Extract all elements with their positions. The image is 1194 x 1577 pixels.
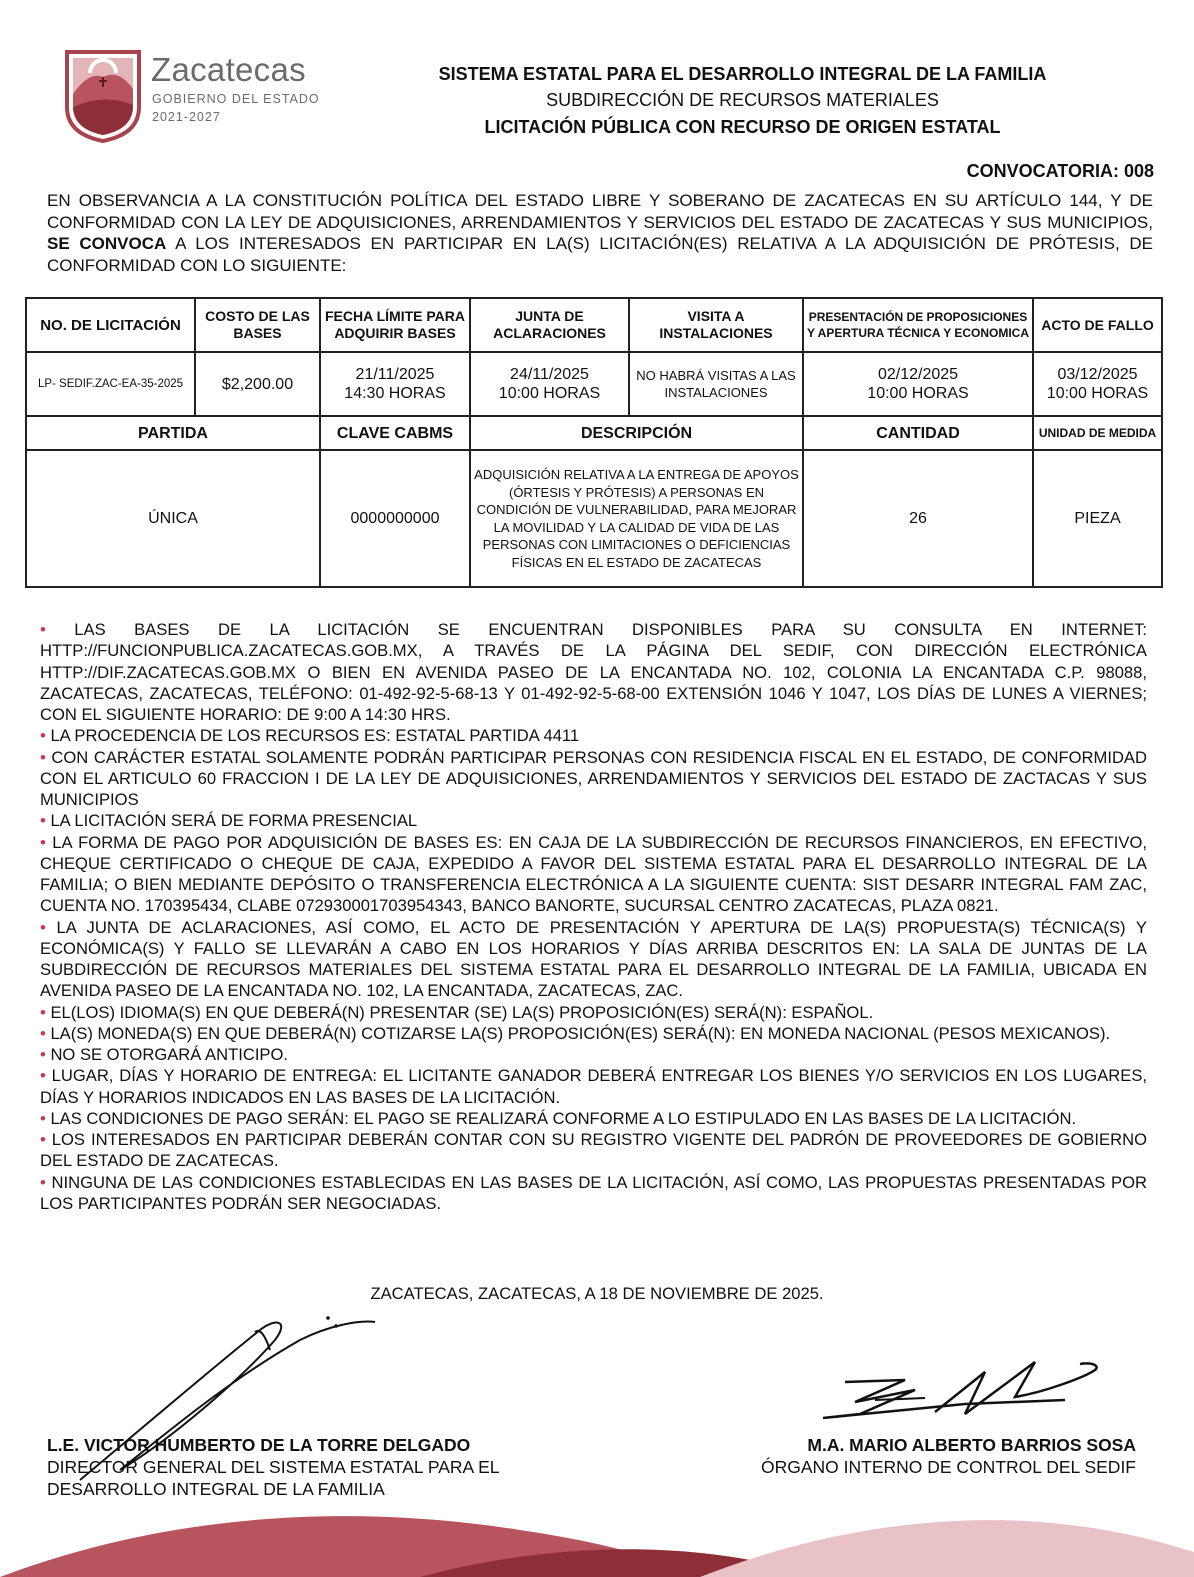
list-item — [40, 1172, 1147, 1215]
tender-table — [25, 297, 1163, 588]
bullet-icon: • — [40, 1002, 46, 1022]
bullet-icon: • — [40, 620, 46, 639]
list-item — [40, 1065, 1147, 1108]
cell-descripcion: ADQUISICIÓN RELATIVA A LA ENTREGA DE APOYOS (ÓRTESIS Y PRÓTESIS) A PERSONAS EN CONDICIÓN DE VULNERABILIDAD, PARA MEJORAR LA MOVILIDAD Y LA CALIDAD DE VIDA DE LAS PERSONAS CON LIMITACIONES O DEFICIENCIAS FÍSICAS EN EL ESTADO DE ZACATECAS — [474, 467, 799, 570]
bullet-icon: • — [40, 1172, 46, 1192]
list-item — [40, 917, 1147, 1002]
cell-visita: NO HABRÁ VISITAS A LAS INSTALACIONES — [629, 352, 803, 416]
intro-paragraph — [47, 190, 1153, 276]
table-row — [26, 450, 1162, 587]
intro-text-after: A LOS INTERESADOS EN PARTICIPAR EN LA(S) LICITACIÓN(ES) RELATIVA A LA ADQUISICIÓN DE PRÓTESIS, DE CONFORMIDAD CON LO SIGUIENTE: — [47, 234, 1154, 275]
bullet-icon: • — [40, 1108, 46, 1128]
signature-right-icon — [815, 1352, 1105, 1432]
cell-costo: $2,200.00 — [195, 352, 320, 416]
signature-block-control — [761, 1434, 1136, 1478]
place-date: ZACATECAS, ZACATECAS, A 18 DE NOVIEMBRE DE 2025. — [370, 1284, 824, 1303]
cell-cantidad: 26 — [803, 450, 1033, 587]
list-item — [40, 1023, 1147, 1044]
cell-fecha-date: 21/11/2025 — [355, 366, 435, 383]
bullet-icon: • — [40, 1130, 46, 1149]
cell-fallo — [1033, 352, 1162, 416]
signatory-title-line2: DESARROLLO INTEGRAL DE LA FAMILIA — [47, 1479, 385, 1499]
convocatoria-number: CONVOCATORIA: 008 — [966, 161, 1154, 181]
table-header-row-2 — [26, 416, 1162, 450]
list-item-text: LOS INTERESADOS EN PARTICIPAR DEBERÁN CONTAR CON SU REGISTRO VIGENTE DEL PADRÓN DE PROVEEDORES DE GOBIERNO DEL ESTADO DE ZACATECAS. — [40, 1130, 1147, 1171]
col-header-fecha: FECHA LÍMITE PARA ADQUIRIR BASES — [320, 298, 470, 352]
list-item — [40, 1002, 1147, 1023]
list-item — [40, 1108, 1147, 1129]
logo-years: 2021-2027 — [152, 110, 221, 124]
list-item-text: LA JUNTA DE ACLARACIONES, ASÍ COMO, EL ACTO DE PRESENTACIÓN Y APERTURA DE LA(S) PROPUESTA(S) TÉCNICA(S) Y ECONÓMICA(S) Y FALLO SE LLEVARÁN A CABO EN LOS HORARIOS Y DÍAS ARRIBA DESCRITOS EN: LA SALA DE JUNTAS DE LA SUBDIRECCIÓN DE RECURSOS MATERIALES DEL SISTEMA ESTATAL PARA EL DESARROLLO INTEGRAL DE LA FAMILIA, UBICADA EN AVENIDA PASEO DE LA ENCANTADA NO. 102, LA ENCANTADA, ZACATECAS, ZAC. — [40, 917, 1147, 1001]
list-item-text: EL(LOS) IDIOMA(S) EN QUE DEBERÁ(N) PRESENTAR (SE) LA(S) PROPOSICIÓN(ES) SERÁ(N): ESPAÑOL. — [50, 1002, 874, 1022]
col-header-presentacion: PRESENTACIÓN DE PROPOSICIONES Y APERTURA TÉCNICA Y ECONOMICA — [803, 298, 1033, 352]
list-item — [40, 1129, 1147, 1172]
footer-wave-decoration — [0, 1490, 1194, 1577]
cell-fallo-time: 10:00 HORAS — [1046, 385, 1149, 402]
col-header-visita: VISITA A INSTALACIONES — [629, 298, 803, 352]
col-header-clave: CLAVE CABMS — [320, 416, 470, 450]
cell-unidad: PIEZA — [1033, 450, 1162, 587]
intro-text-bold: SE CONVOCA — [47, 234, 167, 253]
cell-fecha-time: 14:30 HORAS — [344, 385, 446, 402]
list-item-text: NO SE OTORGARÁ ANTICIPO. — [50, 1045, 289, 1064]
list-item — [40, 725, 1147, 746]
col-header-cantidad: CANTIDAD — [803, 416, 1033, 450]
cell-partida: ÚNICA — [26, 450, 320, 587]
zacatecas-logo — [64, 49, 334, 145]
bullet-icon: • — [40, 917, 46, 937]
cell-presentacion — [803, 352, 1033, 416]
cell-no-licitacion: LP- SEDIF.ZAC-EA-35-2025 — [26, 352, 195, 416]
list-item-text: LA PROCEDENCIA DE LOS RECURSOS ES: ESTATAL PARTIDA 4411 — [50, 726, 580, 746]
list-item — [40, 1044, 1147, 1065]
header-tender-type: LICITACIÓN PÚBLICA CON RECURSO DE ORIGEN ESTATAL — [484, 117, 1001, 137]
col-header-descripcion: DESCRIPCIÓN — [470, 416, 803, 450]
cell-junta-date: 24/11/2025 — [510, 366, 589, 383]
cell-clave: 0000000000 — [320, 450, 470, 587]
col-header-unidad: UNIDAD DE MEDIDA — [1033, 416, 1162, 450]
bullet-icon: • — [40, 1066, 46, 1086]
bullet-icon: • — [40, 726, 46, 746]
col-header-junta: JUNTA DE ACLARACIONES — [470, 298, 629, 352]
col-header-no: NO. DE LICITACIÓN — [26, 298, 195, 352]
cell-descripcion-wrap — [470, 450, 803, 587]
intro-text-before: EN OBSERVANCIA A LA CONSTITUCIÓN POLÍTICA DEL ESTADO LIBRE Y SOBERANO DE ZACATECAS EN SU ARTÍCULO 144, Y DE CONFORMIDAD CON LA LEY DE ADQUISICIONES, ARRENDAMIENTOS Y SERVICIOS DEL ESTADO DE ZACATECAS Y SUS MUNICIPIOS, — [47, 191, 1153, 232]
signatory-title-line1: ÓRGANO INTERNO DE CONTROL DEL SEDIF — [761, 1457, 1136, 1477]
logo-subtitle: GOBIERNO DEL ESTADO — [152, 92, 320, 106]
shield-emblem-icon — [64, 49, 142, 143]
bullet-icon: • — [40, 1023, 46, 1043]
list-item-text: LA LICITACIÓN SERÁ DE FORMA PRESENCIAL — [50, 811, 418, 831]
list-item-text: LA(S) MONEDA(S) EN QUE DEBERÁ(N) COTIZARSE LA(S) PROPOSICIÓN(ES) SERÁ(N): EN MONEDA NACIONAL (PESOS MEXICANOS). — [50, 1023, 1111, 1043]
bullet-icon: • — [40, 832, 46, 852]
cell-junta — [470, 352, 629, 416]
cell-fecha — [320, 352, 470, 416]
table-row — [26, 352, 1162, 416]
list-item — [40, 810, 1147, 831]
signatory-name: L.E. VICTOR HUMBERTO DE LA TORRE DELGADO — [47, 1435, 471, 1455]
signatory-title-line1: DIRECTOR GENERAL DEL SISTEMA ESTATAL PARA EL — [47, 1457, 500, 1477]
list-item-text: CON CARÁCTER ESTATAL SOLAMENTE PODRÁN PARTICIPAR PERSONAS CON RESIDENCIA FISCAL EN EL ESTADO, DE CONFORMIDAD CON EL ARTICULO 60 FRACCION I DE LA LEY DE ADQUISICIONES, ARRENDAMIENTOS Y SERVICIOS DEL ESTADO DE ZACTACAS Y SUS MUNICIPIOS — [40, 747, 1147, 809]
list-item-text: LUGAR, DÍAS Y HORARIO DE ENTREGA: EL LICITANTE GANADOR DEBERÁ ENTREGAR LOS BIENES Y/O SERVICIOS EN LOS LUGARES, DÍAS Y HORARIOS INDICADOS EN LAS BASES DE LA LICITACIÓN. — [40, 1066, 1147, 1107]
cell-fallo-date: 03/12/2025 — [1057, 366, 1138, 383]
logo-name: Zacatecas — [151, 51, 306, 88]
list-item-text: LA FORMA DE PAGO POR ADQUISICIÓN DE BASES ES: EN CAJA DE LA SUBDIRECCIÓN DE RECURSOS FINANCIEROS, EN EFECTIVO, CHEQUE CERTIFICADO O CHEQUE DE CAJA, EXPEDIDO A FAVOR DEL SISTEMA ESTATAL PARA EL DESARROLLO INTEGRAL DE LA FAMILIA; O BIEN MEDIANTE DEPÓSITO O TRANSFERENCIA ELECTRÓNICA A LA SIGUIENTE CUENTA: SIST DESARR INTEGRAL FAM ZAC, CUENTA NO. 170395434, CLABE 072930001703954343, BANCO BANORTE, SUCURSAL CENTRO ZACATECAS, PLAZA 0821. — [40, 832, 1147, 916]
cell-presentacion-date: 02/12/2025 — [877, 366, 959, 383]
header-department: SUBDIRECCIÓN DE RECURSOS MATERIALES — [546, 90, 939, 110]
bullet-icon: • — [40, 1045, 46, 1064]
col-header-partida: PARTIDA — [26, 416, 320, 450]
cell-presentacion-time: 10:00 HORAS — [867, 385, 969, 402]
list-item-text: LAS BASES DE LA LICITACIÓN SE ENCUENTRAN DISPONIBLES PARA SU CONSULTA EN INTERNET: HTTP://FUNCIONPUBLICA.ZACATECAS.GOB.MX, A TRAVÉS DE LA PÁGINA DEL SEDIF, CON DIRECCIÓN ELECTRÓNICA HTTP://DIF.ZACATECAS.GOB.MX O BIEN EN AVENIDA PASEO DE LA ENCANTADA NO. 102, COLONIA LA ENCANTADA C.P. 98088, ZACATECAS, ZACATECAS, TELÉFONO: 01-492-92-5-68-13 Y 01-492-92-5-68-00 EXTENSIÓN 1046 Y 1047, LOS DÍAS DE LUNES A VIERNES; CON EL SIGUIENTE HORARIO: DE 9:00 A 14:30 HRS. — [40, 620, 1147, 724]
list-item — [40, 747, 1147, 811]
header-institution: SISTEMA ESTATAL PARA EL DESARROLLO INTEGRAL DE LA FAMILIA — [438, 64, 1047, 84]
col-header-costo: COSTO DE LAS BASES — [195, 298, 320, 352]
list-item-text: LAS CONDICIONES DE PAGO SERÁN: EL PAGO SE REALIZARÁ CONFORME A LO ESTIPULADO EN LAS BASES DE LA LICITACIÓN. — [50, 1108, 1077, 1128]
list-item — [40, 619, 1147, 725]
conditions-list — [40, 619, 1147, 1214]
bullet-icon: • — [40, 747, 46, 767]
signatory-name: M.A. MARIO ALBERTO BARRIOS SOSA — [807, 1435, 1136, 1455]
col-header-fallo: ACTO DE FALLO — [1033, 298, 1162, 352]
list-item-text: NINGUNA DE LAS CONDICIONES ESTABLECIDAS EN LAS BASES DE LA LICITACIÓN, ASÍ COMO, LAS PROPUESTAS PRESENTADAS POR LOS PARTICIPANTES PODRÁN SER NEGOCIADAS. — [40, 1172, 1147, 1213]
table-header-row — [26, 298, 1162, 352]
list-item — [40, 832, 1147, 917]
cell-junta-time: 10:00 HORAS — [498, 385, 601, 402]
bullet-icon: • — [40, 811, 46, 831]
